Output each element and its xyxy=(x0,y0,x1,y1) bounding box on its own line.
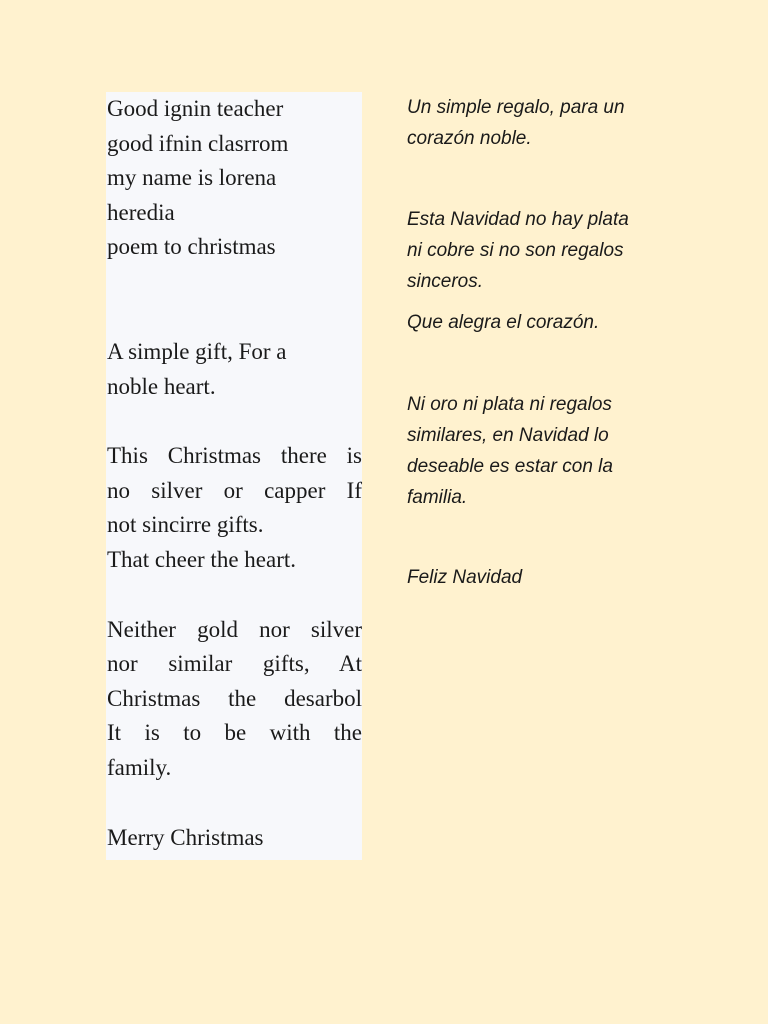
spanish-paragraph-2 xyxy=(407,204,629,297)
stanza-2-line: That cheer the heart. xyxy=(107,546,296,572)
spacer xyxy=(107,786,362,821)
spanish-closing-line: Feliz Navidad xyxy=(407,567,523,588)
greeting-line: Good ignin teacher xyxy=(107,96,284,121)
stanza-3-line: Christmas the desarbol xyxy=(107,685,362,711)
spanish-line: Un simple regalo, para un xyxy=(407,97,625,118)
stanza-3-line: family. xyxy=(107,754,172,780)
greeting-line: my name is lorena xyxy=(107,165,277,191)
spacer xyxy=(107,265,362,335)
stanza-3-line: It is to be with the xyxy=(107,720,362,746)
spanish-line: familia. xyxy=(407,487,468,508)
spanish-line: similares, en Navidad lo xyxy=(407,425,609,446)
spacer xyxy=(107,578,362,613)
greeting-line: good ifnin clasrrom xyxy=(107,130,289,156)
greeting-line: heredia xyxy=(107,199,175,225)
spanish-line: Esta Navidad no hay plata xyxy=(407,209,629,230)
spacer xyxy=(107,404,362,439)
spanish-line: corazón noble. xyxy=(407,128,532,149)
spanish-paragraph-3 xyxy=(407,307,599,338)
spanish-paragraph-1 xyxy=(407,92,625,154)
stanza-1-line: A simple gift, For a xyxy=(107,338,287,364)
poem-title: poem to christmas xyxy=(107,234,276,260)
stanza-1-line: noble heart. xyxy=(107,373,216,399)
stanza-3-line: nor similar gifts, At xyxy=(107,651,362,677)
spanish-paragraph-5 xyxy=(407,562,522,593)
spanish-line: ni cobre si no son regalos xyxy=(407,240,624,261)
spanish-paragraph-4 xyxy=(407,389,613,513)
spanish-line: deseable es estar con la xyxy=(407,456,613,477)
english-poem-panel xyxy=(106,92,362,860)
stanza-2-line: no silver or capper If xyxy=(107,477,362,503)
spanish-line: Que alegra el corazón. xyxy=(407,312,600,333)
stanza-2-line: not sincirre gifts. xyxy=(107,512,264,538)
spanish-line: sinceros. xyxy=(407,271,484,292)
closing-line: Merry Christmas xyxy=(107,824,264,850)
stanza-3-line: Neither gold nor silver xyxy=(107,616,362,642)
stanza-2-line: This Christmas there is xyxy=(107,443,362,469)
spanish-line: Ni oro ni plata ni regalos xyxy=(407,394,612,415)
